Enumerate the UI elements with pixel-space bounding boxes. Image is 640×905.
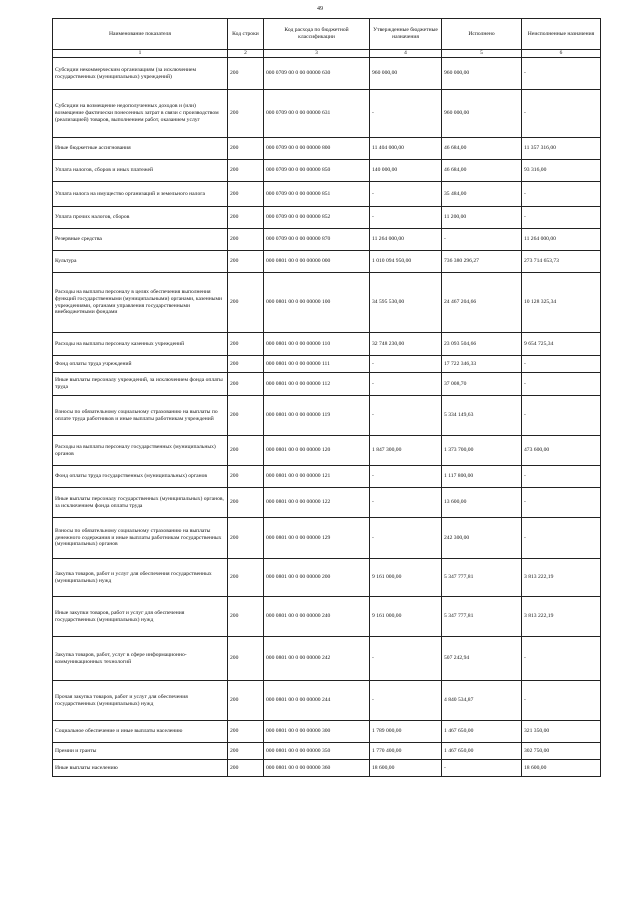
row-unexecuted: - — [522, 90, 601, 138]
row-executed: - — [442, 229, 522, 251]
row-approved: 9 161 000,00 — [370, 559, 442, 597]
row-executed: 1 467 650,00 — [442, 721, 522, 743]
row-name: Субсидии некоммерческим организациям (за исключением государственных (муниципальных) учреждений) — [53, 58, 228, 90]
row-executed: 1 467 650,00 — [442, 743, 522, 760]
row-executed: 4 840 534,87 — [442, 681, 522, 721]
row-approved: 34 595 530,00 — [370, 273, 442, 333]
row-unexecuted: 473 600,00 — [522, 436, 601, 466]
row-classification-code: 000 0709 00 0 00 00000 850 — [264, 160, 370, 182]
table-row — [53, 58, 601, 90]
row-name: Иные бюджетные ассигнования — [53, 138, 228, 160]
row-classification-code: 000 0801 00 0 00 00000 240 — [264, 597, 370, 637]
row-name: Прочая закупка товаров, работ и услуг для обеспечения государственных (муниципальных) нужд — [53, 681, 228, 721]
row-executed: 1 373 700,00 — [442, 436, 522, 466]
row-name: Иные выплаты персоналу учреждений, за исключением фонда оплаты труда — [53, 373, 228, 396]
header-row — [53, 19, 601, 50]
row-unexecuted: - — [522, 58, 601, 90]
row-line-code: 200 — [228, 760, 264, 777]
row-classification-code: 000 0801 00 0 00 00000 244 — [264, 681, 370, 721]
row-approved: 18 600,00 — [370, 760, 442, 777]
row-approved: 1 847 300,00 — [370, 436, 442, 466]
row-line-code: 200 — [228, 466, 264, 488]
row-executed: 736 380 296,27 — [442, 251, 522, 273]
row-executed: 17 722 346,33 — [442, 356, 522, 373]
row-unexecuted: 93 316,00 — [522, 160, 601, 182]
row-approved: 11 264 000,00 — [370, 229, 442, 251]
row-classification-code: 000 0709 00 0 00 00000 630 — [264, 58, 370, 90]
row-name: Взносы по обязательному социальному страхованию на выплаты по оплате труда работников и иные выплаты работникам учреждений — [53, 396, 228, 436]
row-unexecuted: 321 350,00 — [522, 721, 601, 743]
table-row — [53, 273, 601, 333]
row-name: Премии и гранты — [53, 743, 228, 760]
row-line-code: 200 — [228, 721, 264, 743]
row-approved: - — [370, 637, 442, 681]
column-number: 2 — [228, 50, 264, 58]
row-approved: 1 770 400,00 — [370, 743, 442, 760]
row-executed: 242 300,00 — [442, 518, 522, 559]
row-approved: 9 161 000,00 — [370, 597, 442, 637]
row-classification-code: 000 0801 00 0 00 00000 122 — [264, 488, 370, 518]
row-line-code: 200 — [228, 356, 264, 373]
row-name: Закупка товаров, работ, услуг в сфере информационно-коммуникационных технологий — [53, 637, 228, 681]
row-line-code: 200 — [228, 396, 264, 436]
row-classification-code: 000 0801 00 0 00 00000 110 — [264, 333, 370, 356]
row-unexecuted: - — [522, 396, 601, 436]
table-row — [53, 138, 601, 160]
table-row — [53, 466, 601, 488]
row-unexecuted: 3 813 222,19 — [522, 597, 601, 637]
column-number: 3 — [264, 50, 370, 58]
table-row — [53, 182, 601, 207]
table-row — [53, 436, 601, 466]
row-approved: - — [370, 466, 442, 488]
row-executed: 24 467 204,66 — [442, 273, 522, 333]
table-row — [53, 160, 601, 182]
row-executed: 1 117 800,00 — [442, 466, 522, 488]
row-classification-code: 000 0709 00 0 00 00000 851 — [264, 182, 370, 207]
row-unexecuted: 18 600,00 — [522, 760, 601, 777]
row-executed: 35 484,00 — [442, 182, 522, 207]
row-name: Социальное обеспечение и иные выплаты населению — [53, 721, 228, 743]
row-name: Фонд оплаты труда учреждений — [53, 356, 228, 373]
row-name: Иные выплаты населению — [53, 760, 228, 777]
row-executed: 507 242,94 — [442, 637, 522, 681]
row-approved: 11 404 000,00 — [370, 138, 442, 160]
row-line-code: 200 — [228, 743, 264, 760]
column-header-classification-code: Код расхода по бюджетной классификации — [264, 19, 370, 50]
row-line-code: 200 — [228, 138, 264, 160]
row-approved: 1 789 000,00 — [370, 721, 442, 743]
table-row — [53, 207, 601, 229]
row-classification-code: 000 0801 00 0 00 00000 120 — [264, 436, 370, 466]
table-row — [53, 488, 601, 518]
row-unexecuted: - — [522, 518, 601, 559]
table-row — [53, 559, 601, 597]
row-classification-code: 000 0801 00 0 00 00000 129 — [264, 518, 370, 559]
column-number-row — [53, 50, 601, 58]
table-row — [53, 721, 601, 743]
table-row — [53, 356, 601, 373]
row-classification-code: 000 0801 00 0 00 00000 000 — [264, 251, 370, 273]
row-unexecuted: 11 357 316,00 — [522, 138, 601, 160]
row-unexecuted: - — [522, 356, 601, 373]
table-row — [53, 90, 601, 138]
row-name: Фонд оплаты труда государственных (муниципальных) органов — [53, 466, 228, 488]
row-executed: 46 684,00 — [442, 160, 522, 182]
row-executed: 11 200,00 — [442, 207, 522, 229]
row-classification-code: 000 0801 00 0 00 00000 121 — [264, 466, 370, 488]
budget-execution-table — [52, 18, 601, 777]
row-name: Резервные средства — [53, 229, 228, 251]
row-approved: - — [370, 373, 442, 396]
row-name: Расходы на выплаты персоналу казенных учреждений — [53, 333, 228, 356]
row-classification-code: 000 0709 00 0 00 00000 870 — [264, 229, 370, 251]
column-number: 4 — [370, 50, 442, 58]
row-line-code: 200 — [228, 58, 264, 90]
row-unexecuted: 273 714 653,73 — [522, 251, 601, 273]
row-name: Уплата налогов, сборов и иных платежей — [53, 160, 228, 182]
table-row — [53, 333, 601, 356]
row-unexecuted: 10 128 325,34 — [522, 273, 601, 333]
row-classification-code: 000 0801 00 0 00 00000 300 — [264, 721, 370, 743]
row-executed: 37 008,70 — [442, 373, 522, 396]
row-executed: 5 334 149,63 — [442, 396, 522, 436]
column-header-approved: Утвержденные бюджетные назначения — [370, 19, 442, 50]
column-header-executed: Исполнено — [442, 19, 522, 50]
row-unexecuted: - — [522, 182, 601, 207]
row-line-code: 200 — [228, 559, 264, 597]
row-line-code: 200 — [228, 160, 264, 182]
page-number: 49 — [317, 6, 323, 12]
row-executed: 5 347 777,81 — [442, 559, 522, 597]
row-name: Расходы на выплаты персоналу в целях обеспечения выполнения функций государственными (муниципальными) органами, казенными учреждениями, органами управления государственными внебюджетными фондами — [53, 273, 228, 333]
row-unexecuted: - — [522, 466, 601, 488]
row-classification-code: 000 0709 00 0 00 00000 852 — [264, 207, 370, 229]
table-row — [53, 681, 601, 721]
row-classification-code: 000 0709 00 0 00 00000 631 — [264, 90, 370, 138]
row-line-code: 200 — [228, 229, 264, 251]
table-row — [53, 229, 601, 251]
row-approved: 1 010 094 950,00 — [370, 251, 442, 273]
row-classification-code: 000 0801 00 0 00 00000 119 — [264, 396, 370, 436]
row-line-code: 200 — [228, 207, 264, 229]
row-line-code: 200 — [228, 373, 264, 396]
row-unexecuted: - — [522, 373, 601, 396]
row-classification-code: 000 0801 00 0 00 00000 112 — [264, 373, 370, 396]
row-line-code: 200 — [228, 273, 264, 333]
row-executed: 46 684,00 — [442, 138, 522, 160]
row-executed: - — [442, 760, 522, 777]
table-row — [53, 637, 601, 681]
row-line-code: 200 — [228, 597, 264, 637]
row-line-code: 200 — [228, 488, 264, 518]
column-number: 5 — [442, 50, 522, 58]
row-executed: 960 000,00 — [442, 58, 522, 90]
row-approved: 960 000,00 — [370, 58, 442, 90]
row-approved: - — [370, 182, 442, 207]
row-executed: 23 093 504,66 — [442, 333, 522, 356]
column-number: 1 — [53, 50, 228, 58]
row-name: Взносы по обязательному социальному страхованию на выплаты денежного содержания и иные выплаты работникам государственных (муниципальных) органов — [53, 518, 228, 559]
row-unexecuted: 302 750,00 — [522, 743, 601, 760]
table-body — [53, 58, 601, 777]
row-executed: 5 347 777,81 — [442, 597, 522, 637]
row-unexecuted: - — [522, 681, 601, 721]
row-approved: - — [370, 681, 442, 721]
row-classification-code: 000 0801 00 0 00 00000 111 — [264, 356, 370, 373]
row-line-code: 200 — [228, 90, 264, 138]
column-header-line-code: Код строки — [228, 19, 264, 50]
row-approved: 140 000,00 — [370, 160, 442, 182]
row-name: Расходы на выплаты персоналу государственных (муниципальных) органов — [53, 436, 228, 466]
row-name: Иные выплаты персоналу государственных (муниципальных) органов, за исключением фонда оплаты труда — [53, 488, 228, 518]
row-name: Закупка товаров, работ и услуг для обеспечения государственных (муниципальных) нужд — [53, 559, 228, 597]
table-row — [53, 518, 601, 559]
table-row — [53, 251, 601, 273]
row-name: Иные закупки товаров, работ и услуг для обеспечения государственных (муниципальных) нужд — [53, 597, 228, 637]
row-classification-code: 000 0709 00 0 00 00000 800 — [264, 138, 370, 160]
table-row — [53, 373, 601, 396]
column-header-unexecuted: Неисполненные назначения — [522, 19, 601, 50]
row-name: Культура — [53, 251, 228, 273]
table-row — [53, 597, 601, 637]
table-row — [53, 743, 601, 760]
row-classification-code: 000 0801 00 0 00 00000 360 — [264, 760, 370, 777]
row-line-code: 200 — [228, 251, 264, 273]
row-unexecuted: 11 264 000,00 — [522, 229, 601, 251]
row-name: Субсидии на возмещение недополученных доходов и (или) возмещение фактически понесенных затрат в связи с производством (реализацией) товаров, выполнением работ, оказанием услуг — [53, 90, 228, 138]
row-name: Уплата налога на имущество организаций и земельного налога — [53, 182, 228, 207]
row-line-code: 200 — [228, 436, 264, 466]
column-header-name: Наименование показателя — [53, 19, 228, 50]
row-classification-code: 000 0801 00 0 00 00000 350 — [264, 743, 370, 760]
row-unexecuted: 3 813 222,19 — [522, 559, 601, 597]
row-line-code: 200 — [228, 637, 264, 681]
table-row — [53, 760, 601, 777]
row-approved: - — [370, 90, 442, 138]
row-classification-code: 000 0801 00 0 00 00000 200 — [264, 559, 370, 597]
row-line-code: 200 — [228, 333, 264, 356]
row-approved: - — [370, 518, 442, 559]
row-name: Уплата прочих налогов, сборов — [53, 207, 228, 229]
row-line-code: 200 — [228, 681, 264, 721]
column-number: 6 — [522, 50, 601, 58]
row-classification-code: 000 0801 00 0 00 00000 242 — [264, 637, 370, 681]
row-executed: 13 600,00 — [442, 488, 522, 518]
table-row — [53, 396, 601, 436]
row-classification-code: 000 0801 00 0 00 00000 100 — [264, 273, 370, 333]
row-approved: - — [370, 356, 442, 373]
row-executed: 960 000,00 — [442, 90, 522, 138]
row-unexecuted: 9 654 725,34 — [522, 333, 601, 356]
row-unexecuted: - — [522, 637, 601, 681]
row-approved: - — [370, 488, 442, 518]
row-unexecuted: - — [522, 207, 601, 229]
row-line-code: 200 — [228, 518, 264, 559]
row-line-code: 200 — [228, 182, 264, 207]
row-approved: - — [370, 207, 442, 229]
row-approved: 32 748 230,00 — [370, 333, 442, 356]
row-unexecuted: - — [522, 488, 601, 518]
row-approved: - — [370, 396, 442, 436]
